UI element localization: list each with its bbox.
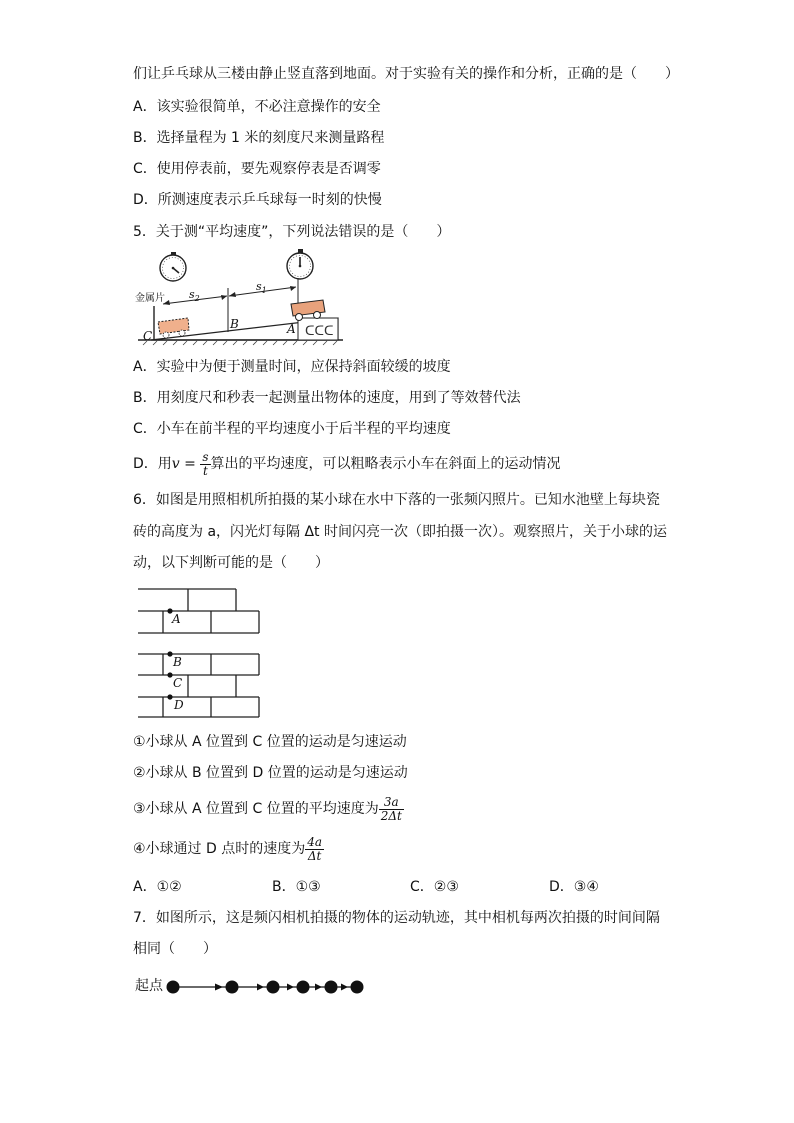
ball-b-label: B xyxy=(173,655,182,669)
avg-speed-fraction: $\frac{3a}{2\Delta t}$ xyxy=(380,794,402,823)
q6-stem-line-3: 动，以下判断可能的是（ ） xyxy=(133,555,329,571)
stopwatch-left-icon xyxy=(160,252,186,281)
s2-label: $s_2$ xyxy=(189,288,200,303)
point-b-label: B xyxy=(230,317,239,331)
q7-stem-line-1: 7．如图所示，这是频闪相机拍摄的物体的运动轨迹，其中相机每两次拍摄的时间间隔 xyxy=(133,910,660,926)
q6-statement-2: ②小球从 B 位置到 D 位置的运动是匀速运动 xyxy=(133,765,408,781)
q4-stem-tail: 们让乒乓球从三楼由静止竖直落到地面。对于实验有关的操作和分析，正确的是（ ） xyxy=(133,66,679,82)
stopwatch-right-icon xyxy=(287,249,313,279)
q5-option-c: C．小车在前半程的平均速度小于后半程的平均速度 xyxy=(133,421,451,437)
q5-option-d: D．用v = $\frac{s}{t}$ 算出的平均速度，可以粗略表示小车在斜面上的运动情况 xyxy=(133,449,561,478)
cart-top xyxy=(291,300,325,321)
cart-bottom xyxy=(158,318,189,338)
motion-track-figure xyxy=(163,976,368,998)
ball-b xyxy=(167,651,172,656)
ball-d xyxy=(167,694,172,699)
ball-d-label: D xyxy=(174,698,184,712)
q5-option-b: B．用刻度尺和秒表一起测量出物体的速度，用到了等效替代法 xyxy=(133,390,521,406)
tile-wall-figure xyxy=(133,587,263,719)
q4-option-d: D．所测速度表示乒乓球每一时刻的快慢 xyxy=(133,192,382,208)
q4-option-a: A．该实验很简单，不必注意操作的安全 xyxy=(133,99,381,115)
track-dot-3 xyxy=(267,981,280,994)
velocity-formula: $\frac{s}{t}$ xyxy=(202,449,209,478)
q7-stem-line-2: 相同（ ） xyxy=(133,941,217,957)
s1-label: $s_1$ xyxy=(256,280,267,295)
track-dot-4 xyxy=(297,981,310,994)
start-label: 起点 xyxy=(135,978,163,994)
q6-statement-4: ④小球通过 D 点时的速度为 $\frac{4a}{\Delta t}$ xyxy=(133,834,323,863)
q4-option-c: C．使用停表前，要先观察停表是否调零 xyxy=(133,161,381,177)
q6-choice-a: A．①② xyxy=(133,879,182,895)
q6-choice-d: D．③④ xyxy=(549,879,599,895)
q5-stem: 5．关于测“平均速度”，下列说法错误的是（ ） xyxy=(133,224,451,240)
svg-text:ᑕᑕᑕ: ᑕᑕᑕ xyxy=(305,324,334,339)
q6-statement-3: ③小球从 A 位置到 C 位置的平均速度为 $\frac{3a}{2\Delta t}$ xyxy=(133,794,402,823)
ball-a-label: A xyxy=(172,612,181,626)
d-speed-fraction: $\frac{4a}{\Delta t}$ xyxy=(307,834,323,863)
q6-statement-1: ①小球从 A 位置到 C 位置的运动是匀速运动 xyxy=(133,734,407,750)
q6-choice-b: B．①③ xyxy=(272,879,321,895)
point-c-label: C xyxy=(143,329,153,343)
q4-option-b: B．选择量程为 1 米的刻度尺来测量路程 xyxy=(133,130,385,146)
metal-plate-label: 金属片 xyxy=(135,293,165,304)
q5-option-a: A．实验中为便于测量时间，应保持斜面较缓的坡度 xyxy=(133,359,451,375)
ball-c xyxy=(167,672,172,677)
track-dot-2 xyxy=(226,981,239,994)
q6-stem-line-2: 砖的高度为 a，闪光灯每隔 Δt 时间闪亮一次（即拍摄一次）。观察照片，关于小球的运 xyxy=(133,524,667,540)
q6-stem-line-1: 6．如图是用照相机所拍摄的某小球在水中下落的一张频闪照片。已知水池壁上每块瓷 xyxy=(133,492,660,508)
point-a-label: A xyxy=(287,322,296,336)
track-dot-1 xyxy=(167,981,180,994)
ball-c-label: C xyxy=(173,676,183,690)
incline-figure xyxy=(133,248,348,348)
q6-choice-c: C．②③ xyxy=(410,879,459,895)
track-dot-6 xyxy=(351,981,364,994)
track-dot-5 xyxy=(325,981,338,994)
